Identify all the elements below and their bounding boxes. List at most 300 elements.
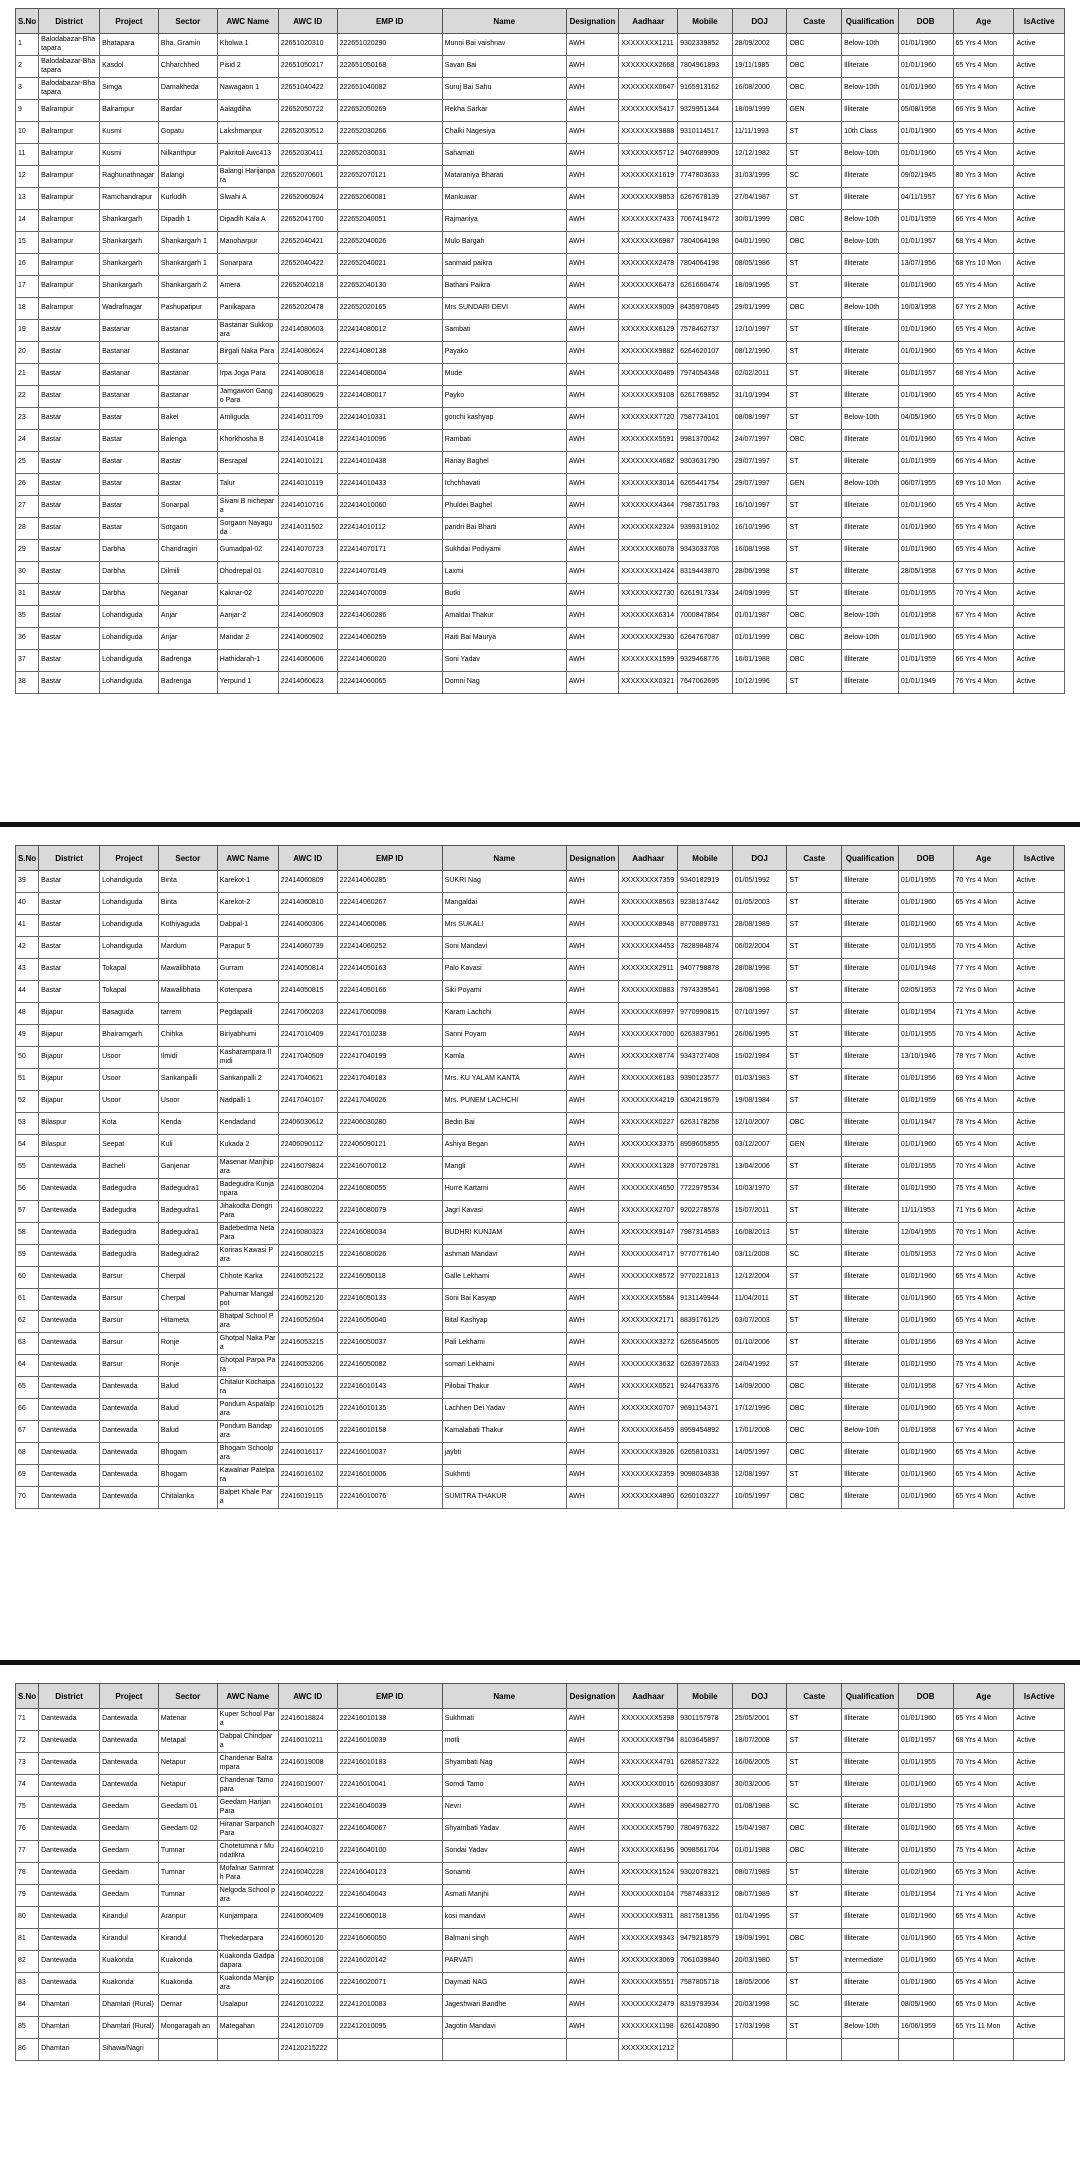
table-row (16, 166, 1065, 188)
cell-district: Dantewada (39, 1311, 100, 1333)
cell-project: Usoor (100, 1091, 159, 1113)
table-row (16, 2017, 1065, 2039)
cell-name: Mude (442, 364, 566, 386)
cell-mobile: 8839176125 (678, 1311, 733, 1333)
cell-awc-name: Koriras Kawasi Para (217, 1245, 278, 1267)
cell-sector: Bastar (158, 474, 217, 496)
column-header-sector: Sector (158, 1684, 217, 1709)
cell-name: Soni Mandavi (442, 937, 566, 959)
table-row (16, 1421, 1065, 1443)
cell-dob: 01/01/1960 (898, 1311, 953, 1333)
cell-caste: OBC (787, 78, 842, 100)
cell-project: Dantewada (100, 1775, 159, 1797)
cell-mobile: 7828984874 (678, 937, 733, 959)
cell-district: Bijapur (39, 1003, 100, 1025)
cell-aadhaar: XXXXXXXX1211 (619, 34, 678, 56)
table-row (16, 1465, 1065, 1487)
cell-mobile: 8770889731 (678, 915, 733, 937)
cell-district: Dantewada (39, 1929, 100, 1951)
cell-sector: Kuli (158, 1135, 217, 1157)
cell-age: 66 Yrs 4 Mon (953, 1091, 1014, 1113)
cell-emp-id: 222416080026 (337, 1245, 442, 1267)
cell-isactive: Active (1014, 1025, 1065, 1047)
cell-qualification: Illiterate (842, 1113, 899, 1135)
cell-sno: 24 (16, 430, 39, 452)
cell-awc-name: Badegudra Kunjanpara (217, 1179, 278, 1201)
cell-doj: 14/05/1997 (732, 1443, 787, 1465)
cell-awc-name: Sankanpalli 2 (217, 1069, 278, 1091)
cell-sector: Ronje (158, 1355, 217, 1377)
cell-age: 75 Yrs 4 Mon (953, 1179, 1014, 1201)
cell-awc-name: Slwahi A (217, 188, 278, 210)
cell-mobile: 7804064198 (678, 232, 733, 254)
cell-sno: 61 (16, 1289, 39, 1311)
cell-awc-id: 22416040222 (278, 1885, 337, 1907)
cell-awc-name: Birgali Naka Para (217, 342, 278, 364)
cell-name: Ichchhavati (442, 474, 566, 496)
cell-dob: 01/01/1958 (898, 1377, 953, 1399)
cell-dob: 01/01/1960 (898, 386, 953, 408)
cell-qualification: Illiterate (842, 1135, 899, 1157)
cell-mobile: 6263178258 (678, 1113, 733, 1135)
cell-isactive: Active (1014, 981, 1065, 1003)
cell-project: Geedam (100, 1797, 159, 1819)
cell-age: 65 Yrs 4 Mon (953, 496, 1014, 518)
cell-designation: AWH (566, 1819, 619, 1841)
cell-district: Balodabazar-Bhatapara (39, 34, 100, 56)
cell-project: Bastar (100, 452, 159, 474)
cell-doj: 28/08/1998 (732, 959, 787, 981)
column-header-caste: Caste (787, 846, 842, 871)
cell-sno: 70 (16, 1487, 39, 1509)
cell-awc-id: 22416018824 (278, 1709, 337, 1731)
cell-name: Ranay Baghel (442, 452, 566, 474)
cell-doj: 17/03/1998 (732, 2017, 787, 2039)
cell-name: Bedin Bai (442, 1113, 566, 1135)
cell-dob: 01/01/1950 (898, 1355, 953, 1377)
cell-awc-id: 22417040621 (278, 1069, 337, 1091)
cell-project: Usoor (100, 1047, 159, 1069)
cell-district: Dantewada (39, 1245, 100, 1267)
cell-awc-name: Sivani B nichepara (217, 496, 278, 518)
cell-awc-id: 22416020106 (278, 1973, 337, 1995)
cell-dob: 04/05/1960 (898, 408, 953, 430)
cell-district: Bijapur (39, 1047, 100, 1069)
cell-age: 65 Yrs 4 Mon (953, 1267, 1014, 1289)
cell-caste: ST (787, 1709, 842, 1731)
cell-qualification: Illiterate (842, 672, 899, 694)
cell-sno: 78 (16, 1863, 39, 1885)
cell-awc-name: Hathidarah-1 (217, 650, 278, 672)
cell-emp-id: 222416050133 (337, 1289, 442, 1311)
cell-district: Bastar (39, 540, 100, 562)
cell-sno: 73 (16, 1753, 39, 1775)
cell-doj: 01/04/1995 (732, 1907, 787, 1929)
cell-sno: 40 (16, 893, 39, 915)
cell-mobile: 7974054348 (678, 364, 733, 386)
cell-sno: 10 (16, 122, 39, 144)
cell-isactive: Active (1014, 1929, 1065, 1951)
cell-name: Jageshwari Bandhe (442, 1995, 566, 2017)
cell-emp-id: 222416080055 (337, 1179, 442, 1201)
column-header-project: Project (100, 1684, 159, 1709)
cell-district: Dantewada (39, 1907, 100, 1929)
cell-awc-name: Chitalur Kochaipara (217, 1377, 278, 1399)
cell-caste: ST (787, 452, 842, 474)
cell-aadhaar: XXXXXXXX5398 (619, 1709, 678, 1731)
cell-awc-name: Kholwa 1 (217, 34, 278, 56)
cell-name: Mulo Bargah (442, 232, 566, 254)
cell-district: Bastar (39, 650, 100, 672)
cell-dob: 13/10/1946 (898, 1047, 953, 1069)
cell-emp-id: 222412010083 (337, 1995, 442, 2017)
cell-isactive (1014, 2039, 1065, 2061)
cell-designation: AWH (566, 650, 619, 672)
table-row (16, 650, 1065, 672)
cell-isactive: Active (1014, 1047, 1065, 1069)
cell-sector (158, 2039, 217, 2061)
cell-awc-name: Pondum Aspatalpara (217, 1399, 278, 1421)
cell-qualification: Illiterate (842, 1289, 899, 1311)
cell-aadhaar: XXXXXXXX4344 (619, 496, 678, 518)
table-row (16, 1487, 1065, 1509)
cell-age: 69 Yrs 10 Mon (953, 474, 1014, 496)
cell-emp-id: 222652050269 (337, 100, 442, 122)
cell-caste: OBC (787, 628, 842, 650)
cell-sno: 29 (16, 540, 39, 562)
cell-dob: 11/11/1953 (898, 1201, 953, 1223)
cell-designation: AWH (566, 386, 619, 408)
cell-doj: 01/01/1987 (732, 606, 787, 628)
cell-name: Payako (442, 342, 566, 364)
column-header-awc-name: AWC Name (217, 846, 278, 871)
cell-awc-id: 22416060409 (278, 1907, 337, 1929)
cell-caste: ST (787, 1025, 842, 1047)
cell-qualification: Illiterate (842, 1797, 899, 1819)
cell-isactive: Active (1014, 232, 1065, 254)
cell-caste: ST (787, 122, 842, 144)
cell-sno: 22 (16, 386, 39, 408)
cell-qualification: Illiterate (842, 1775, 899, 1797)
cell-designation: AWH (566, 981, 619, 1003)
cell-aadhaar: XXXXXXXX9009 (619, 298, 678, 320)
cell-caste: ST (787, 1179, 842, 1201)
cell-dob: 01/01/1956 (898, 1069, 953, 1091)
column-header-aadhaar: Aadhaar (619, 9, 678, 34)
cell-sno: 75 (16, 1797, 39, 1819)
cell-sector: Badegudra1 (158, 1201, 217, 1223)
cell-sector: Badegudra1 (158, 1223, 217, 1245)
table-row (16, 1201, 1065, 1223)
cell-aadhaar: XXXXXXXX1328 (619, 1157, 678, 1179)
cell-awc-id: 22416079824 (278, 1157, 337, 1179)
cell-dob: 01/01/1960 (898, 1465, 953, 1487)
cell-designation: AWH (566, 1223, 619, 1245)
cell-sector: Tumnar (158, 1885, 217, 1907)
cell-qualification: Illiterate (842, 893, 899, 915)
cell-name: Shyambati Nag (442, 1753, 566, 1775)
cell-awc-id: 22406090112 (278, 1135, 337, 1157)
cell-dob: 01/01/1955 (898, 1753, 953, 1775)
cell-sno: 77 (16, 1841, 39, 1863)
cell-mobile: 7987351793 (678, 496, 733, 518)
cell-awc-name: Ghotpal Parpa Para (217, 1355, 278, 1377)
cell-doj: 31/03/1999 (732, 166, 787, 188)
cell-sector: Balud (158, 1421, 217, 1443)
cell-emp-id: 222414010438 (337, 452, 442, 474)
cell-district: Dantewada (39, 1465, 100, 1487)
cell-doj: 08/12/1990 (732, 342, 787, 364)
cell-dob: 01/01/1960 (898, 78, 953, 100)
column-header-age: Age (953, 9, 1014, 34)
cell-sector: Cherpal (158, 1289, 217, 1311)
table-row (16, 1907, 1065, 1929)
cell-caste: OBC (787, 34, 842, 56)
cell-caste: ST (787, 254, 842, 276)
cell-district: Dantewada (39, 1973, 100, 1995)
cell-aadhaar: XXXXXXXX2930 (619, 628, 678, 650)
cell-emp-id: 222652060081 (337, 188, 442, 210)
cell-qualification: Illiterate (842, 496, 899, 518)
cell-caste: ST (787, 1003, 842, 1025)
cell-awc-name: Parapur 5 (217, 937, 278, 959)
cell-dob: 01/01/1950 (898, 1841, 953, 1863)
cell-district: Bastar (39, 386, 100, 408)
cell-project: Kirandul (100, 1929, 159, 1951)
cell-aadhaar: XXXXXXXX6129 (619, 320, 678, 342)
cell-qualification: Illiterate (842, 1245, 899, 1267)
column-header-awc-id: AWC ID (278, 1684, 337, 1709)
cell-age: 66 Yrs 4 Mon (953, 650, 1014, 672)
column-header-designation: Designation (566, 846, 619, 871)
page-2 (15, 845, 1065, 1509)
cell-doj: 28/08/1989 (732, 915, 787, 937)
cell-aadhaar: XXXXXXXX0015 (619, 1775, 678, 1797)
cell-mobile: 9301157978 (678, 1709, 733, 1731)
cell-dob: 01/01/1959 (898, 1091, 953, 1113)
cell-sector: Chitalanka (158, 1487, 217, 1509)
table-row (16, 276, 1065, 298)
cell-awc-id: 22417040107 (278, 1091, 337, 1113)
cell-designation: AWH (566, 408, 619, 430)
cell-caste: OBC (787, 1841, 842, 1863)
cell-qualification: Illiterate (842, 1465, 899, 1487)
column-header-age: Age (953, 1684, 1014, 1709)
cell-isactive: Active (1014, 650, 1065, 672)
cell-awc-name: Badebedma Neta Para (217, 1223, 278, 1245)
cell-mobile: 6261660474 (678, 276, 733, 298)
cell-sno: 62 (16, 1311, 39, 1333)
cell-aadhaar: XXXXXXXX2730 (619, 584, 678, 606)
table-row (16, 1245, 1065, 1267)
cell-age: 68 Yrs 4 Mon (953, 1731, 1014, 1753)
cell-designation: AWH (566, 144, 619, 166)
cell-emp-id: 222652040130 (337, 276, 442, 298)
cell-awc-id: 22414060810 (278, 893, 337, 915)
cell-designation: AWH (566, 540, 619, 562)
cell-isactive: Active (1014, 1311, 1065, 1333)
cell-awc-id: 22414080624 (278, 342, 337, 364)
cell-name: Jagotin Mandavi (442, 2017, 566, 2039)
cell-sno: 83 (16, 1973, 39, 1995)
cell-age: 67 Yrs 0 Mon (953, 562, 1014, 584)
cell-mobile: 8959605855 (678, 1135, 733, 1157)
cell-awc-name: Chhote Karka (217, 1267, 278, 1289)
cell-qualification: Illiterate (842, 1995, 899, 2017)
cell-sno: 19 (16, 320, 39, 342)
cell-district: Dantewada (39, 1355, 100, 1377)
cell-awc-id: 22414060809 (278, 871, 337, 893)
cell-project: Lohandiguda (100, 606, 159, 628)
cell-emp-id: 222414060252 (337, 937, 442, 959)
cell-isactive: Active (1014, 210, 1065, 232)
cell-sno: 80 (16, 1907, 39, 1929)
cell-project: Shankargarh (100, 254, 159, 276)
table-row (16, 232, 1065, 254)
cell-emp-id: 222406090121 (337, 1135, 442, 1157)
cell-isactive: Active (1014, 1797, 1065, 1819)
cell-name: Sukhmati (442, 1709, 566, 1731)
cell-name: SUMITRA THAKUR (442, 1487, 566, 1509)
cell-designation: AWH (566, 1487, 619, 1509)
cell-dob: 01/01/1960 (898, 1951, 953, 1973)
cell-mobile: 7578462737 (678, 320, 733, 342)
cell-doj: 12/10/2007 (732, 1113, 787, 1135)
cell-awc-id: 22652020478 (278, 298, 337, 320)
cell-designation: AWH (566, 1311, 619, 1333)
cell-aadhaar: XXXXXXXX6459 (619, 1421, 678, 1443)
cell-sector: Usoor (158, 1091, 217, 1113)
cell-aadhaar: XXXXXXXX6987 (619, 232, 678, 254)
cell-sno: 57 (16, 1201, 39, 1223)
cell-district: Bastar (39, 496, 100, 518)
cell-sno: 64 (16, 1355, 39, 1377)
cell-sector: Bardar (158, 100, 217, 122)
cell-age: 75 Yrs 4 Mon (953, 1797, 1014, 1819)
cell-isactive: Active (1014, 518, 1065, 540)
cell-isactive: Active (1014, 540, 1065, 562)
cell-qualification: Illiterate (842, 871, 899, 893)
cell-awc-id: 22414060306 (278, 915, 337, 937)
cell-age: 68 Yrs 4 Mon (953, 232, 1014, 254)
cell-awc-name: Kotenpara (217, 981, 278, 1003)
cell-mobile (678, 2039, 733, 2061)
cell-sector: Kuakonda (158, 1973, 217, 1995)
cell-age: 65 Yrs 4 Mon (953, 34, 1014, 56)
cell-emp-id: 222651040082 (337, 78, 442, 100)
cell-qualification: Illiterate (842, 1841, 899, 1863)
cell-sector: Shankargarh 1 (158, 254, 217, 276)
cell-mobile: 9098561704 (678, 1841, 733, 1863)
table-row (16, 1753, 1065, 1775)
cell-caste: ST (787, 959, 842, 981)
cell-awc-name: Yerpund 1 (217, 672, 278, 694)
cell-qualification: Illiterate (842, 254, 899, 276)
cell-dob: 05/08/1958 (898, 100, 953, 122)
column-header-sno: S.No (16, 846, 39, 871)
cell-isactive: Active (1014, 254, 1065, 276)
cell-name: Hurre Kartami (442, 1179, 566, 1201)
cell-dob: 01/01/1960 (898, 1907, 953, 1929)
cell-dob: 01/05/1953 (898, 1245, 953, 1267)
cell-sno: 11 (16, 144, 39, 166)
cell-district: Bastar (39, 474, 100, 496)
cell-project: Lohandiguda (100, 672, 159, 694)
cell-district: Dhamtari (39, 2017, 100, 2039)
cell-district: Dhamtari (39, 2039, 100, 2061)
cell-project: Bastar (100, 496, 159, 518)
table-row (16, 540, 1065, 562)
cell-awc-name: Bastanar Sukkopara (217, 320, 278, 342)
cell-district: Dantewada (39, 1709, 100, 1731)
table-row (16, 1223, 1065, 1245)
cell-isactive: Active (1014, 2017, 1065, 2039)
cell-mobile: 9407798878 (678, 959, 733, 981)
cell-qualification: Below-10th (842, 78, 899, 100)
cell-awc-id: 22417040509 (278, 1047, 337, 1069)
cell-dob: 01/01/1954 (898, 1003, 953, 1025)
cell-dob: 12/04/1955 (898, 1223, 953, 1245)
cell-age: 65 Yrs 4 Mon (953, 1929, 1014, 1951)
cell-isactive: Active (1014, 1443, 1065, 1465)
cell-awc-id: 22416060120 (278, 1929, 337, 1951)
cell-project: Tokapal (100, 981, 159, 1003)
cell-awc-id: 22414011709 (278, 408, 337, 430)
cell-name: Ashiya Began (442, 1135, 566, 1157)
cell-designation: AWH (566, 1025, 619, 1047)
cell-designation: AWH (566, 584, 619, 606)
cell-aadhaar: XXXXXXXX8948 (619, 915, 678, 937)
cell-mobile: 6263837961 (678, 1025, 733, 1047)
table-row (16, 628, 1065, 650)
table-row (16, 562, 1065, 584)
cell-mobile: 9770729781 (678, 1157, 733, 1179)
cell-awc-id: 22406030612 (278, 1113, 337, 1135)
cell-designation: AWH (566, 1951, 619, 1973)
cell-qualification: Below-10th (842, 606, 899, 628)
cell-dob: 01/01/1955 (898, 1157, 953, 1179)
cell-mobile: 6260103227 (678, 1487, 733, 1509)
cell-project: Lohandiguda (100, 937, 159, 959)
cell-name: sanmaid paikra (442, 254, 566, 276)
cell-name: Soni Yadav (442, 650, 566, 672)
cell-mobile: 9329468776 (678, 650, 733, 672)
table-row (16, 518, 1065, 540)
page-separator (0, 822, 1080, 827)
cell-sector: Matenar (158, 1709, 217, 1731)
cell-age: 65 Yrs 4 Mon (953, 893, 1014, 915)
cell-sno: 55 (16, 1157, 39, 1179)
cell-aadhaar: XXXXXXXX3926 (619, 1443, 678, 1465)
cell-doj: 28/06/1998 (732, 562, 787, 584)
cell-project: Kuakonda (100, 1973, 159, 1995)
cell-caste: OBC (787, 1399, 842, 1421)
table-row (16, 1047, 1065, 1069)
cell-doj: 18/07/2008 (732, 1731, 787, 1753)
cell-mobile: 9098034838 (678, 1465, 733, 1487)
cell-designation: AWH (566, 1797, 619, 1819)
cell-aadhaar: XXXXXXXX9343 (619, 1929, 678, 1951)
cell-awc-name: Kuper School Para (217, 1709, 278, 1731)
cell-dob: 01/01/1960 (898, 1135, 953, 1157)
cell-caste: ST (787, 276, 842, 298)
cell-district: Dantewada (39, 1267, 100, 1289)
cell-sno: 36 (16, 628, 39, 650)
cell-awc-name: Gumadpal-02 (217, 540, 278, 562)
cell-designation: AWH (566, 518, 619, 540)
cell-district: Balrampur (39, 122, 100, 144)
cell-sector: Badrenga (158, 650, 217, 672)
